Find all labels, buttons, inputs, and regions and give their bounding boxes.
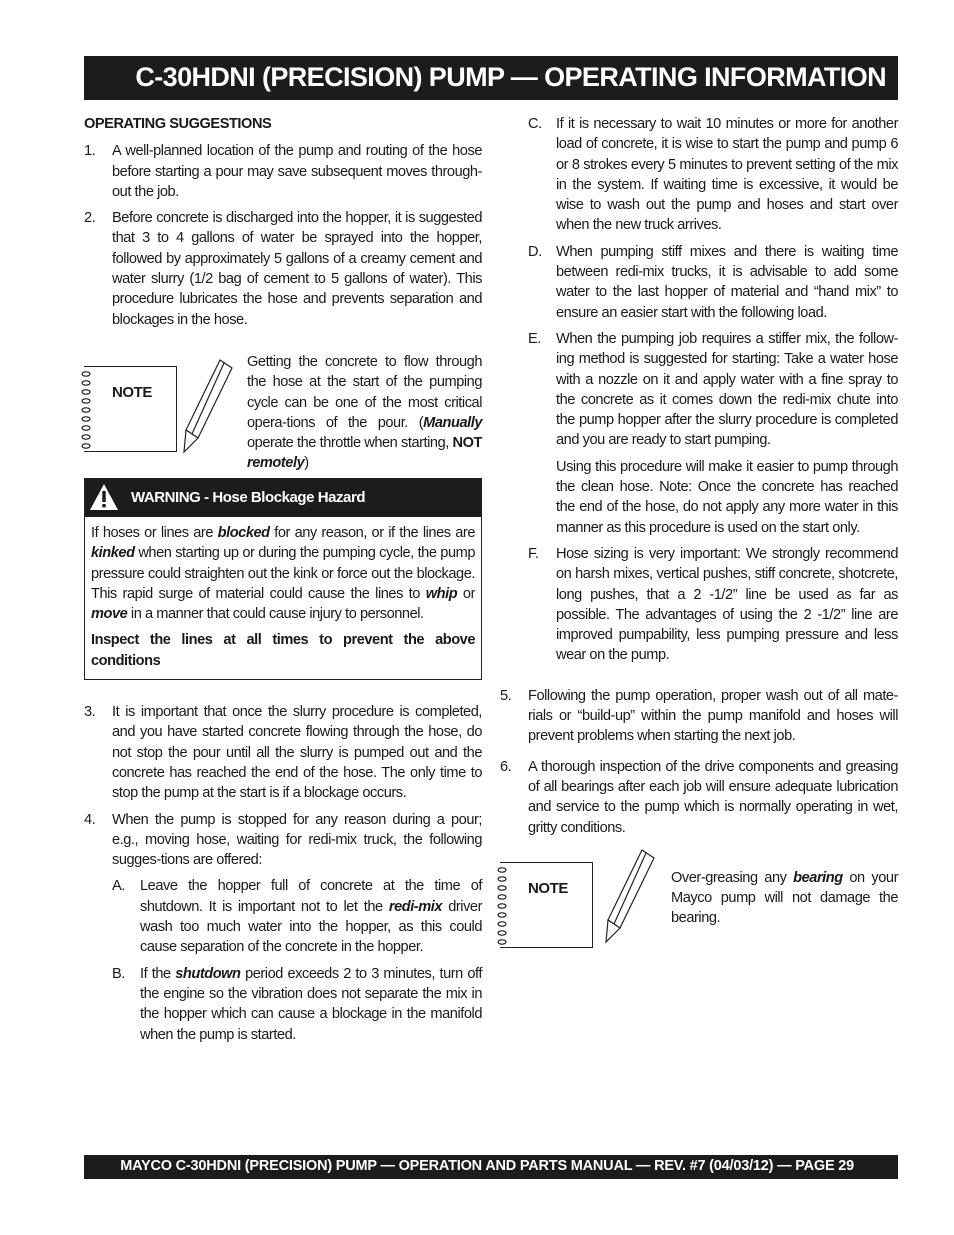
sub-item-e xyxy=(528,329,898,451)
note-text: Over-greasing any bearing on your Mayco pump will not damage the bearing. xyxy=(671,869,898,927)
sub-item-text: Hose sizing is very important: We strongly recommend on harsh mixes, vertical pushes, stiff concrete, shotcrete, long pushes, that a 2 -1/2” line be used as far as possible. The advantages of using the 2 -1/2” line are improved pumpability, less pumping pressure and less wear on the pump. xyxy=(556,545,898,664)
sub-item-b xyxy=(112,964,482,1045)
pencil-icon xyxy=(180,358,240,454)
item-text: When the pump is stopped for any reason during a pour; e.g., moving hose, waiting for redi-mix truck, the following sugges-tions are offered: xyxy=(112,811,482,869)
sub-item-letter: F. xyxy=(528,545,539,562)
item-number: 2. xyxy=(84,210,96,227)
sub-item-letter: B. xyxy=(112,965,125,982)
warning-triangle-icon xyxy=(89,483,119,511)
item-text: It is important that once the slurry procedure is completed, and you have started concrete flowing through the hose, do not stop the pour until all the slurry is pumped out and the concrete has reached the end of the hose. The only time to stop the pump at the start is if a blockage occurs. xyxy=(112,704,482,802)
spiral-binding-icon xyxy=(80,369,92,449)
warning-title: WARNING - Hose Blockage Hazard xyxy=(131,488,366,506)
list-item-4 xyxy=(84,810,482,871)
section-heading: OPERATING SUGGESTIONS xyxy=(84,116,272,132)
page-title: C-30HDNI (PRECISION) PUMP — OPERATING INFORMATION xyxy=(135,62,886,92)
item-number: 3. xyxy=(84,704,96,721)
footer-text: MAYCO C-30HDNI (PRECISION) PUMP — OPERATION AND PARTS MANUAL — REV. #7 (04/03/12) — PAGE 29 xyxy=(120,1158,854,1174)
item-text: Before concrete is discharged into the hopper, it is suggested that 3 to 4 gallons of water be sprayed into the hopper, followed by approximately 5 gallons of a creamy cement and water slurry (1/2 bag of cement to 5 gallons of water). This procedure lubricates the hose and prevents separation and blockages in the hose. xyxy=(112,210,482,328)
list-item-2 xyxy=(84,208,482,330)
list-item-6 xyxy=(500,757,898,838)
sub-item-e-continued xyxy=(528,457,898,538)
item-number: 6. xyxy=(500,758,512,775)
sub-item-letter: A. xyxy=(112,878,125,895)
sub-list-continued xyxy=(528,114,898,666)
spiral-binding-icon xyxy=(496,865,508,945)
note-block-bearing xyxy=(500,848,898,948)
sub-item-text: Leave the hopper full of concrete at the time of shutdown. It is important not to let the redi-mix driver wash too much water into the hopper, as this could cause separation of the concrete in the hopper. xyxy=(140,878,482,956)
sub-item-letter: E. xyxy=(528,330,541,347)
item-number: 1. xyxy=(84,143,96,160)
warning-body xyxy=(85,517,481,679)
sub-item-f xyxy=(528,544,898,666)
pencil-icon xyxy=(602,848,662,944)
list-item-3 xyxy=(84,702,482,803)
footer-bar xyxy=(84,1155,898,1179)
sub-item-a xyxy=(112,876,482,957)
notepad-icon xyxy=(84,366,177,452)
note-label: NOTE xyxy=(528,879,568,897)
sub-item-letter: D. xyxy=(528,243,542,260)
sub-list xyxy=(112,876,482,1044)
sub-item-letter: C. xyxy=(528,116,542,132)
item-text: Following the pump operation, proper wash out of all mate-rials or “build-up” within the pump manifold and hoses will prevent problems when starting the next job. xyxy=(528,687,898,745)
sub-item-text: When pumping stiff mixes and there is waiting time between redi-mix trucks, it is advisable to add some water to the last hopper of material and “hand mix” to ensure an easier start with the following load. xyxy=(556,243,898,321)
note-label: NOTE xyxy=(112,383,152,401)
sub-item-text: When the pumping job requires a stiffer mix, the follow-ing method is suggested for starting: Take a water hose with a nozzle on it and apply water with a fine spray to the concrete as it comes down the redi-mix chute into the pump hopper after the slurry procedure is completed and you are ready to start pumping. xyxy=(556,330,898,449)
list-item-5 xyxy=(500,686,898,747)
item-text: A well-planned location of the pump and routing of the hose before starting a pour may save subsequent moves through-out the job. xyxy=(112,143,482,200)
sub-item-text: If the shutdown period exceeds 2 to 3 minutes, turn off the engine so the vibration does not separate the mix in the hopper which can cause a blockage in the manifold when the pump is started. xyxy=(140,965,482,1043)
title-bar xyxy=(84,56,898,100)
warning-box xyxy=(84,478,482,680)
list-item-1 xyxy=(84,141,482,202)
warning-text: If hoses or lines are blocked for any reason, or if the lines are kinked when starting up or during the pumping cycle, the pump pressure could straighten out the kink or force out the blockage. This rapid surge of material could cause the lines to whip or move in a manner that could cause injury to personnel. xyxy=(91,524,475,623)
note-text: Getting the concrete to flow through the hose at the start of the pumping cycle can be one of the most critical opera-tions of the pour. (Manually operate the throttle when starting, NOT remotely) xyxy=(247,353,482,472)
right-column xyxy=(500,114,898,974)
warning-instruction: Inspect the lines at all times to prevent the above conditions xyxy=(91,632,475,669)
sub-item-c xyxy=(528,114,898,236)
warning-header xyxy=(85,479,481,517)
item-text: A thorough inspection of the drive components and greasing of all bearings after each job will ensure adequate lubrication and service to the pump which is normally operating in wet, gritty conditions. xyxy=(528,758,898,836)
sub-item-text: Using this procedure will make it easier to pump through the clean hose. Note: Once the concrete has reached the end of the hose, do not apply any more water in this manner as this procedure is used on the start only. xyxy=(556,458,898,536)
item-number: 4. xyxy=(84,811,96,828)
item-number: 5. xyxy=(500,687,512,704)
sub-item-text: If it is necessary to wait 10 minutes or more for another load of concrete, it is wise to start the pump and pump 6 or 8 strokes every 5 minutes to prevent setting of the mix in the system. If waiting time is excessive, it would be wise to wash out the pump and hoses and start over when the new truck arrives. xyxy=(556,116,898,234)
note-block xyxy=(84,352,482,472)
left-column xyxy=(84,114,482,1051)
sub-item-d xyxy=(528,242,898,323)
notepad-icon xyxy=(500,862,593,948)
